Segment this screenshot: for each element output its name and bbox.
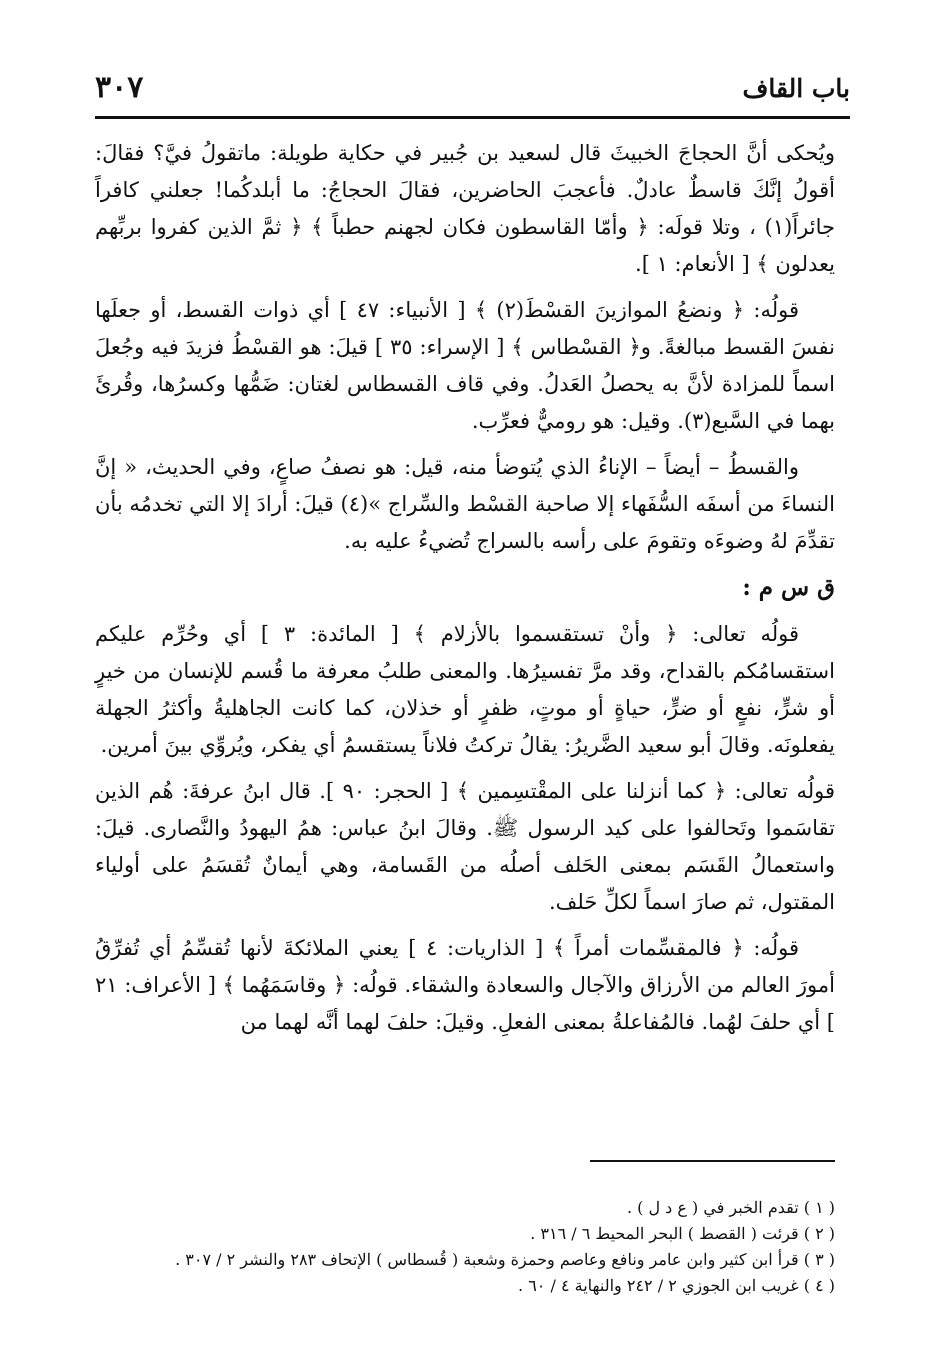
running-header — [95, 70, 850, 114]
footnote: ( ٣ ) قرأ ابن كثير وابن عامر ونافع وعاصم وحمزة وشعبة ( قُسطاس ) الإتحاف ٢٨٣ والنشر ٢ / ٣٠٧ . — [175, 1250, 835, 1269]
chapter-title: باب القاف — [742, 74, 850, 103]
main-text — [95, 135, 835, 1050]
paragraph: قولُه: ﴿ فالمقسِّمات أمراً ﴾ [ الذاريات: ٤ ] يعني الملائكةَ لأنها تُقسِّمُ أي تُفرِّقُ أمورَ العالم من الأرزاق والآجال والسعادة والشقاء. قولُه: ﴿ وقاسَمَهُما ﴾ [ الأعراف: ٢١ ] أي حلفَ لهُما. فالمُفاعلةُ بمعنى الفعلِ. وقيلَ: حلفَ لهما أنَّه لهما من — [95, 936, 835, 1034]
paragraph: ويُحكى أنَّ الحجاجَ الخبيثَ قال لسعيد بن جُبير في حكاية طويلة: ماتقولُ فيَّ؟ فقالَ: أقولُ إنَّكَ قاسطٌ عادلٌ. فأعجبَ الحاضرين، فقالَ الحجاجُ: ما أبلدكُما! جعلني كافراً جائراً(١) ، وتلا قولَه: ﴿ وأمّا القاسطون فكان لجهنم حطباً ﴾ ﴿ ثمَّ الذين كفروا بربِّهم يعدلون ﴾ [ الأنعام: ١ ]. — [95, 141, 835, 276]
footnotes — [95, 1195, 835, 1299]
page-number: ٣٠٧ — [95, 70, 144, 105]
footnote: ( ١ ) تقدم الخبر في ( ع د ل ) . — [626, 1198, 835, 1217]
entry-heading: ق س م : — [742, 574, 835, 601]
paragraph: قولُه تعالى: ﴿ كما أنزلنا على المقْتسِمين ﴾ [ الحجر: ٩٠ ]. قال ابنُ عرفةَ: هُم الذين تقاسَموا وتَحالفوا على كيد الرسول ﷺ. وقالَ ابنُ عباس: همُ اليهودُ والنَّصارى. قيلَ: واستعمالُ القَسَم بمعنى الحَلف أصلُه من القَسامة، وهي أيمانٌ تُقسَمُ على أولياء المقتول، ثم صارَ اسماً لكلِّ حَلف. — [95, 779, 835, 914]
paragraph: والقسطُ – أيضاً – الإناءُ الذي يُتوضأ منه، قيل: هو نصفُ صاعٍ، وفي الحديث، « إنَّ النساءَ من أسفَه السُّفَهاء إلا صاحبة القسْط والسِّراج »(٤) قيلَ: أرادَ إلا التي تخدمُه بأن تقدِّمَ لهُ وضوءَه وتقومَ على رأسه بالسراج تُضيءُ عليه به. — [95, 455, 835, 553]
paragraph: قولُه: ﴿ ونضعُ الموازينَ القسْطَ(٢) ﴾ [ الأنبياء: ٤٧ ] أي ذوات القسط، أو جعلَها نفسَ القسط مبالغةً. و﴿ القسْطاس ﴾ [ الإسراء: ٣٥ ] قيلَ: هو القسْطُ فزيدَ فيه وجُعلَ اسماً للمزادة لأنَّ به يحصلُ العَدلُ. وفي قاف القسطاس لغتان: ضَمُّها وكسرُها، وقُرئَ بهما في السَّبع(٣). وقيل: هو روميٌّ فعرِّب. — [95, 298, 835, 433]
footnote-rule — [590, 1160, 835, 1162]
header-rule — [95, 116, 850, 119]
paragraph: قولُه تعالى: ﴿ وأنْ تستقسموا بالأزلام ﴾ [ المائدة: ٣ ] أي وحُرِّم عليكم استقسامُكم بالقداح، وقد مرَّ تفسيرُها. والمعنى طلبُ معرفة ما قُسم للإنسان من خيرٍ أو شرٍّ، نفعٍ أو ضرٍّ، حياةٍ أو موتٍ، ظفرٍ أو خذلان، كما كانت الجاهليةُ وأكثرُ الجهلة يفعلونَه. وقالَ أبو سعيد الضَّريرُ: يقالُ تركتُ فلاناً يستقسمُ أي يفكر، ويُروِّي بينَ أمرين. — [95, 622, 835, 757]
footnote: ( ٤ ) غريب ابن الجوزي ٢ / ٢٤٢ والنهاية ٤ / ٦٠ . — [518, 1276, 835, 1295]
footnote: ( ٢ ) قرئت ( القصط ) البحر المحيط ٦ / ٣١٦ . — [530, 1224, 835, 1243]
